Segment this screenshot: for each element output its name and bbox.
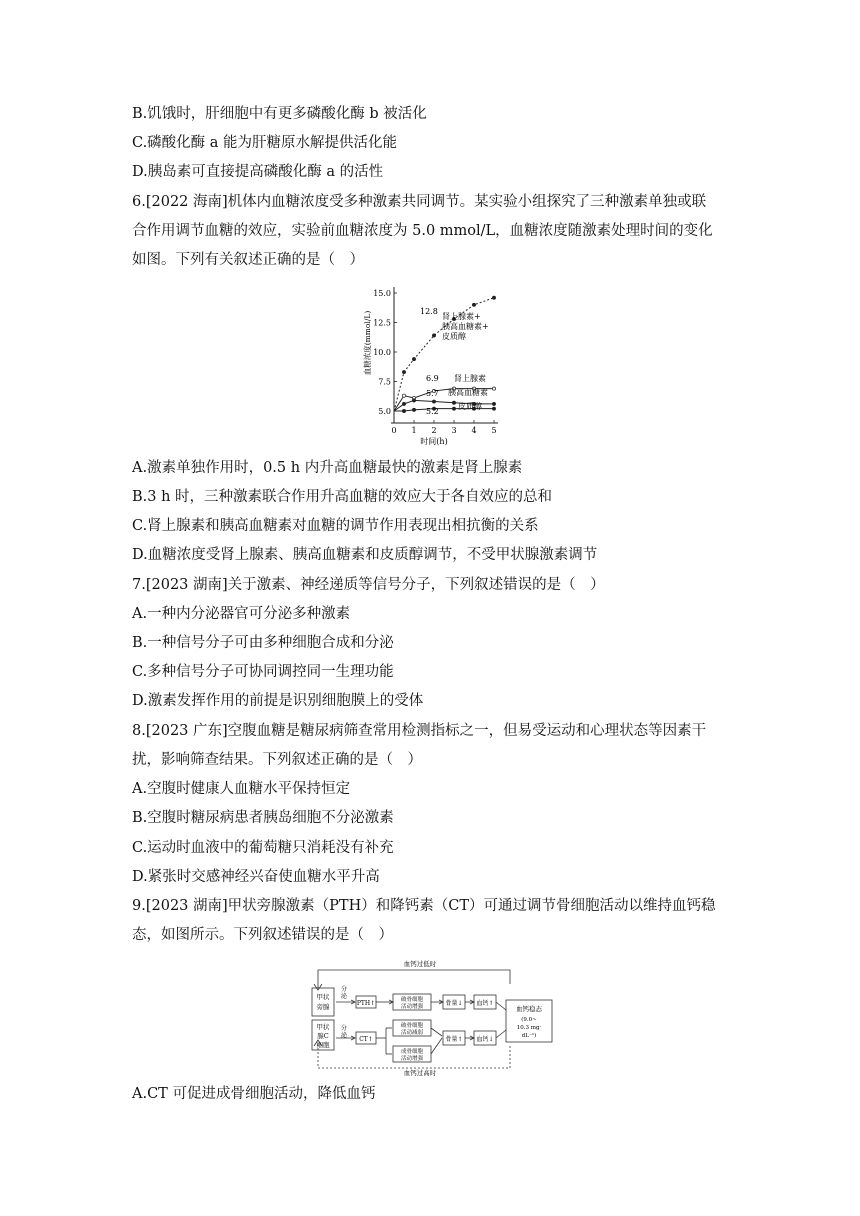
text-line: C.肾上腺素和胰高血糖素对血糖的调节作用表现出相抗衡的关系 (132, 518, 539, 534)
data-point (492, 407, 495, 410)
text-line: D.胰岛素可直接提高磷酸化酶 a 的活性 (132, 164, 384, 180)
series-label: 肾上腺素+ (442, 312, 481, 321)
text-line: B.饥饿时，肝细胞中有更多磷酸化酶 b 被活化 (132, 106, 427, 122)
x-tick-label: 0 (391, 426, 397, 435)
ca-top: 血钙↑ (476, 1000, 494, 1007)
series-label: 肾上腺素 (454, 374, 486, 383)
data-point (452, 407, 455, 410)
data-point (402, 370, 405, 373)
y-tick-label: 12.5 (373, 318, 391, 328)
text-line: 合作用调节血糖的效应，实验前血糖浓度为 5.0 mmol/L，血糖浓度随激素处理时间的变化 (132, 223, 713, 239)
x-tick-label: 2 (431, 426, 437, 435)
text-line: D.激素发挥作用的前提是识别细胞膜上的受体 (132, 693, 424, 709)
data-point (452, 401, 455, 404)
x-tick-label: 5 (491, 426, 497, 435)
x-tick-label: 3 (451, 426, 457, 435)
data-point (492, 402, 495, 405)
text-line: 7.[2023 湖南]关于激素、神经递质等信号分子，下列叙述错误的是（ ） (132, 577, 605, 593)
y-tick-label: 10.0 (373, 348, 391, 357)
text-line: C.磷酸化酶 a 能为肝糖原水解提供活化能 (132, 135, 398, 151)
series-label: 皮质醇 (458, 402, 482, 411)
data-point (492, 387, 495, 390)
text-line: B.一种信号分子可由多种细胞合成和分泌 (132, 635, 394, 651)
secrete-label-bottom: 分泌 (340, 1025, 348, 1039)
data-point (402, 394, 405, 397)
text-line: 8.[2023 广东]空腹血糖是糖尿病筛查常用检测指标之一，但易受运动和心理状态等因素干 (132, 723, 707, 739)
text-line: 态，如图所示。下列叙述错误的是（ ） (132, 927, 393, 943)
y-tick-label: 15.0 (373, 289, 391, 298)
gland-bottom-label: 甲状腺C 细胞 (316, 1023, 330, 1049)
steady-title: 血钙稳态 (516, 1005, 542, 1013)
bottom-arrow-label: 血钙过高时 (403, 1069, 437, 1076)
series-label: 胰高血糖素+ (442, 322, 489, 331)
data-label: 5.2 (426, 407, 439, 416)
ct-label: CT↑ (359, 1036, 373, 1043)
data-point (412, 399, 415, 402)
box-bottom-cell: 成骨细胞活动增强 (400, 1049, 424, 1062)
text-line: A.CT 可促进成骨细胞活动，降低血钙 (132, 1086, 376, 1102)
text-line: B.空腹时糖尿病患者胰岛细胞不分泌激素 (132, 810, 394, 826)
text-line: 如图。下列有关叙述正确的是（ ） (132, 252, 364, 268)
pth-label: PTH↑ (356, 1000, 376, 1007)
text-line: 6.[2022 海南]机体内血糖浓度受多种激素共同调节。某实验小组探究了三种激素单独或联 (132, 194, 707, 210)
secrete-label-top: 分泌 (340, 986, 348, 1000)
text-line: D.血糖浓度受肾上腺素、胰高血糖素和皮质醇调节，不受甲状腺激素调节 (132, 547, 598, 563)
text-line: D.紧张时交感神经兴奋使血糖水平升高 (132, 869, 380, 885)
text-line: C.多种信号分子可协同调控同一生理功能 (132, 664, 394, 680)
gland-top-label: 甲状旁腺 (316, 993, 330, 1011)
data-point (432, 334, 435, 337)
data-point (402, 402, 405, 405)
x-tick-label: 1 (411, 426, 417, 435)
bone-bottom: 骨量↑ (445, 1036, 463, 1043)
text-line: A.激素单独作用时，0.5 h 内升高血糖最快的激素是肾上腺素 (132, 460, 523, 476)
box-top-cell: 破骨细胞活动增强 (400, 997, 424, 1010)
top-arrow-label: 血钙过低时 (403, 960, 437, 968)
text-line: 9.[2023 湖南]甲状旁腺激素（PTH）和降钙素（CT）可通过调节骨细胞活动以维持血钙稳 (132, 898, 716, 914)
text-line: B.3 h 时，三种激素联合作用升高血糖的效应大于各自效应的总和 (132, 489, 553, 505)
bone-top: 骨量↓ (445, 1000, 463, 1007)
data-label: 5.7 (426, 389, 439, 398)
x-axis-label: 时间(h) (420, 437, 448, 446)
y-tick-label: 7.5 (378, 377, 391, 387)
calcium-regulation-diagram (310, 958, 560, 1076)
y-tick-label: 5.0 (378, 407, 391, 416)
blood-glucose-chart (358, 283, 508, 448)
box-mid-cell: 破骨细胞活动减弱 (400, 1023, 424, 1036)
data-point (432, 400, 435, 403)
data-point (472, 303, 475, 306)
series-label: 胰高血糖素 (448, 388, 488, 397)
ca-bottom: 血钙↓ (476, 1036, 494, 1043)
text-line: A.空腹时健康人血糖水平保持恒定 (132, 781, 351, 797)
text-line: 扰，影响筛查结果。下列叙述正确的是（ ） (132, 752, 422, 768)
text-line: A.一种内分泌器官可分泌多种激素 (132, 606, 351, 622)
data-point (492, 296, 495, 299)
steady-range: (9.0~ 10.3 mg· dL⁻¹) (516, 1017, 542, 1039)
data-point (412, 408, 415, 411)
series-label: 皮质醇 (442, 332, 466, 341)
data-label: 12.8 (420, 307, 438, 316)
text-line: C.运动时血液中的葡萄糖只消耗没有补充 (132, 840, 394, 856)
data-point (412, 357, 415, 360)
data-point (402, 409, 405, 412)
x-tick-label: 4 (471, 426, 477, 435)
y-axis-label: 血糖浓度(mmol/L) (363, 310, 372, 376)
data-label: 6.9 (426, 374, 439, 383)
